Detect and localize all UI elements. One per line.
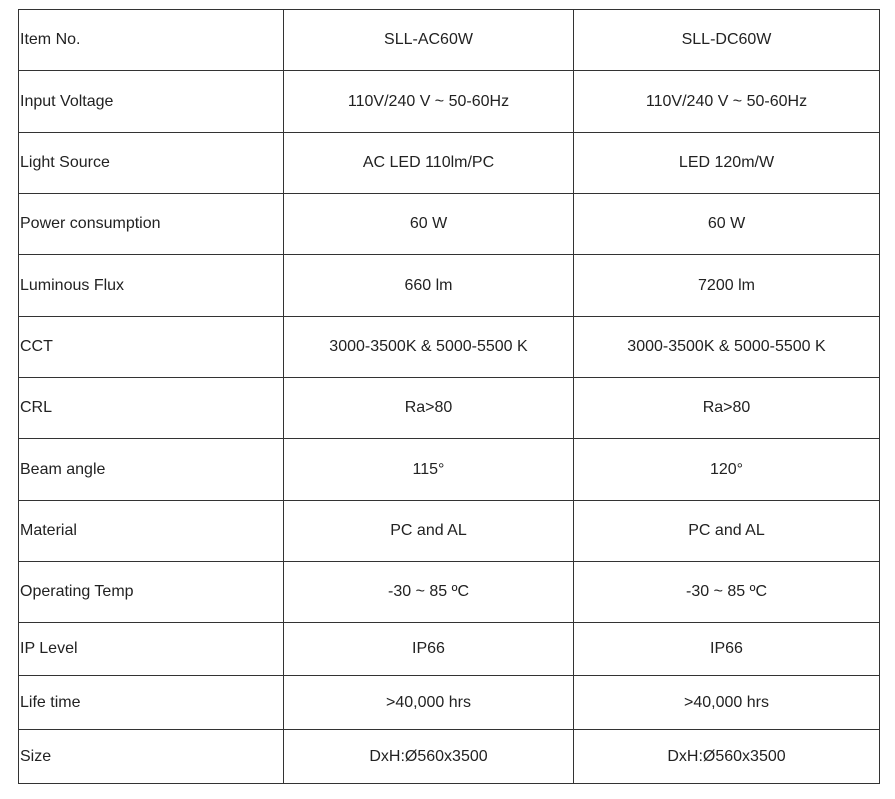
spec-table [18,9,880,784]
row-label: Beam angle [19,439,284,501]
ac-value: 110V/240 V ~ 50-60Hz [284,71,574,133]
dc-value: LED 120m/W [574,133,880,194]
row-label: Light Source [19,133,284,194]
dc-value: 7200 lm [574,255,880,317]
ac-value: 660 lm [284,255,574,317]
row-label: Life time [19,676,284,730]
ac-value: IP66 [284,623,574,676]
ac-value: >40,000 hrs [284,676,574,730]
table-row [19,10,880,71]
dc-value: SLL-DC60W [574,10,880,71]
table-row [19,194,880,255]
row-label: CRL [19,378,284,439]
table-row [19,501,880,562]
ac-value: 60 W [284,194,574,255]
table-row [19,676,880,730]
table-row [19,255,880,317]
ac-value: 3000-3500K & 5000-5500 K [284,317,574,378]
ac-value: 115° [284,439,574,501]
table-row [19,378,880,439]
ac-value: PC and AL [284,501,574,562]
dc-value: PC and AL [574,501,880,562]
row-label: Operating Temp [19,562,284,623]
row-label: Size [19,730,284,784]
row-label: CCT [19,317,284,378]
table-row [19,133,880,194]
row-label: Material [19,501,284,562]
ac-value: Ra>80 [284,378,574,439]
table-row [19,317,880,378]
dc-value: 120° [574,439,880,501]
table-row [19,439,880,501]
dc-value: DxH:Ø560x3500 [574,730,880,784]
dc-value: 60 W [574,194,880,255]
row-label: Item No. [19,10,284,71]
table-row [19,730,880,784]
ac-value: SLL-AC60W [284,10,574,71]
table-row [19,562,880,623]
dc-value: Ra>80 [574,378,880,439]
dc-value: >40,000 hrs [574,676,880,730]
row-label: IP Level [19,623,284,676]
row-label: Power consumption [19,194,284,255]
dc-value: IP66 [574,623,880,676]
row-label: Luminous Flux [19,255,284,317]
table-row [19,623,880,676]
dc-value: 110V/240 V ~ 50-60Hz [574,71,880,133]
row-label: Input Voltage [19,71,284,133]
dc-value: 3000-3500K & 5000-5500 K [574,317,880,378]
table-row [19,71,880,133]
ac-value: AC LED 110lm/PC [284,133,574,194]
dc-value: -30 ~ 85 ºC [574,562,880,623]
ac-value: DxH:Ø560x3500 [284,730,574,784]
ac-value: -30 ~ 85 ºC [284,562,574,623]
